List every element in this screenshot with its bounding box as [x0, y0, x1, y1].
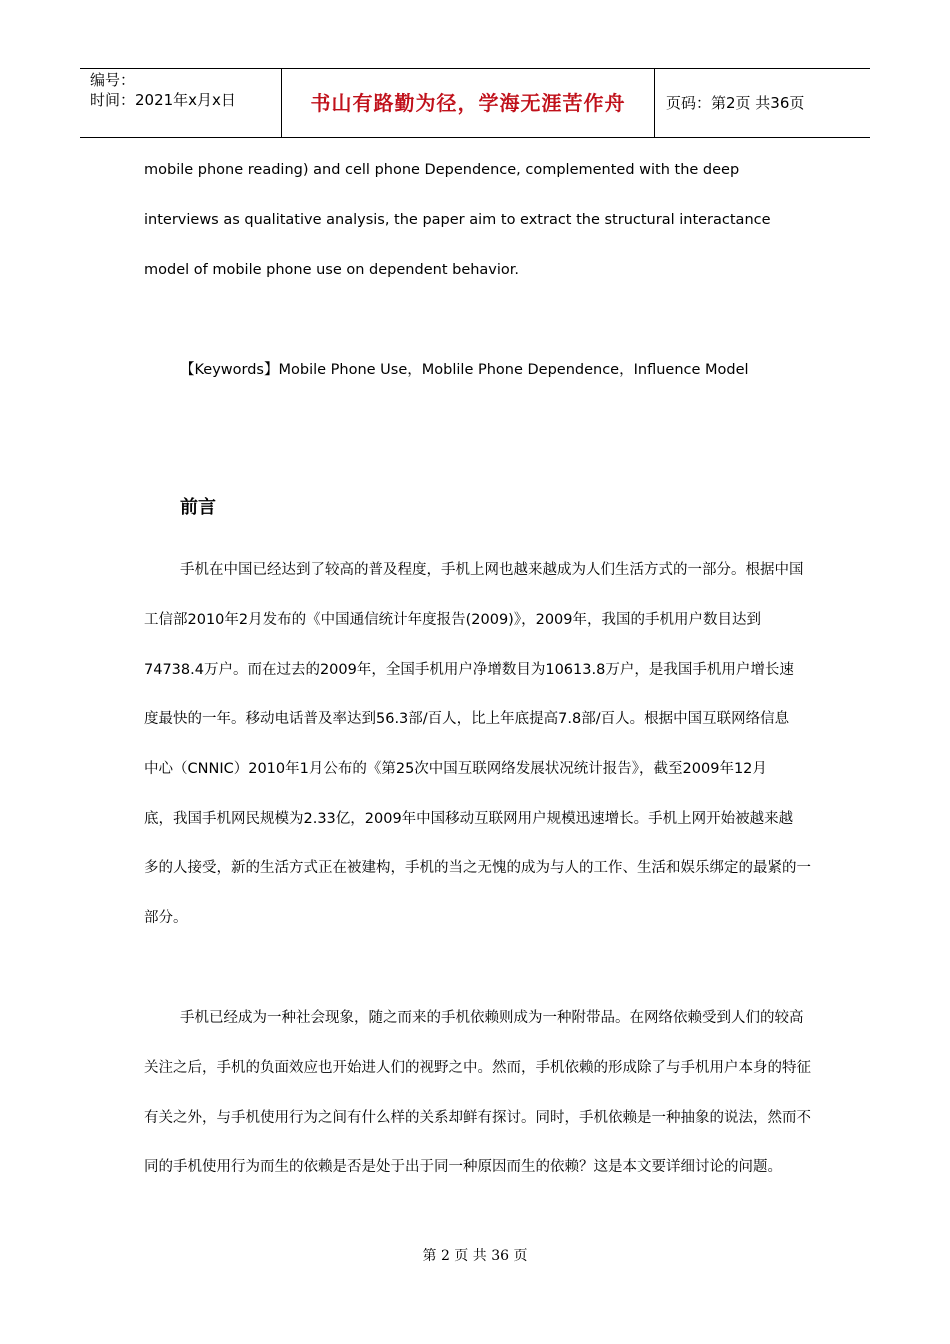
- section-heading: 前言: [180, 497, 216, 518]
- paragraph-line: 关注之后，手机的负面效应也开始进人们的视野之中。然而，手机依赖的形成除了与手机用户本身的特征: [144, 1060, 811, 1076]
- paragraph-line: 74738.4万户。而在过去的2009年，全国手机用户净增数目为10613.8万户，是我国手机用户增长速: [144, 662, 794, 678]
- paragraph-line: 度最快的一年。移动电话普及率达到56.3部/百人，比上年底提高7.8部/百人。根据中国互联网络信息: [144, 711, 790, 727]
- paragraph-line: 手机已经成为一种社会现象，随之而来的手机依赖则成为一种附带品。在网络依赖受到人们的较高: [180, 1010, 804, 1026]
- header-page-cell: [655, 69, 870, 137]
- paragraph-line: 工信部2010年2月发布的《中国通信统计年度报告(2009)》，2009年，我国的手机用户数目达到: [144, 612, 761, 628]
- abstract-line: model of mobile phone use on dependent behavior.: [144, 262, 520, 278]
- motto: 书山有路勤为径，学海无涯苦作舟: [310, 91, 626, 115]
- paragraph-line: 多的人接受，新的生活方式正在被建构，手机的当之无愧的成为与人的工作、生活和娱乐绑定的最紧的一: [144, 860, 811, 876]
- paragraph-line: 底，我国手机网民规模为2.33亿，2009年中国移动互联网用户规模迅速增长。手机上网开始被越来越: [144, 811, 794, 827]
- paragraph-line: 有关之外，与手机使用行为之间有什么样的关系却鲜有探讨。同时，手机依赖是一种抽象的说法，然而不: [144, 1110, 811, 1126]
- page-header: [80, 68, 870, 138]
- page-footer: 第 2 页 共 36 页: [422, 1248, 528, 1264]
- page-info: 页码：第2页 共36页: [666, 94, 805, 112]
- date-label: 时间：2021年x月x日: [90, 91, 236, 109]
- paragraph-line: 中心（CNNIC）2010年1月公布的《第25次中国互联网络发展状况统计报告》，截至2009年12月: [144, 761, 767, 777]
- serial-label: 编号：: [90, 71, 136, 89]
- header-motto-cell: [282, 69, 655, 137]
- keywords-line: 【Keywords】Mobile Phone Use，Moblile Phone Dependence，Influence Model: [180, 362, 749, 378]
- paragraph-line: 同的手机使用行为而生的依赖是否是处于出于同一种原因而生的依赖？这是本文要详细讨论的问题。: [144, 1159, 782, 1175]
- abstract-line: mobile phone reading) and cell phone Dependence, complemented with the deep: [144, 162, 740, 178]
- header-meta-cell: [80, 69, 282, 137]
- paragraph-line: 部分。: [144, 910, 188, 926]
- abstract-line: interviews as qualitative analysis, the paper aim to extract the structural interactance: [144, 212, 771, 228]
- paragraph-line: 手机在中国已经达到了较高的普及程度，手机上网也越来越成为人们生活方式的一部分。根据中国: [180, 562, 804, 578]
